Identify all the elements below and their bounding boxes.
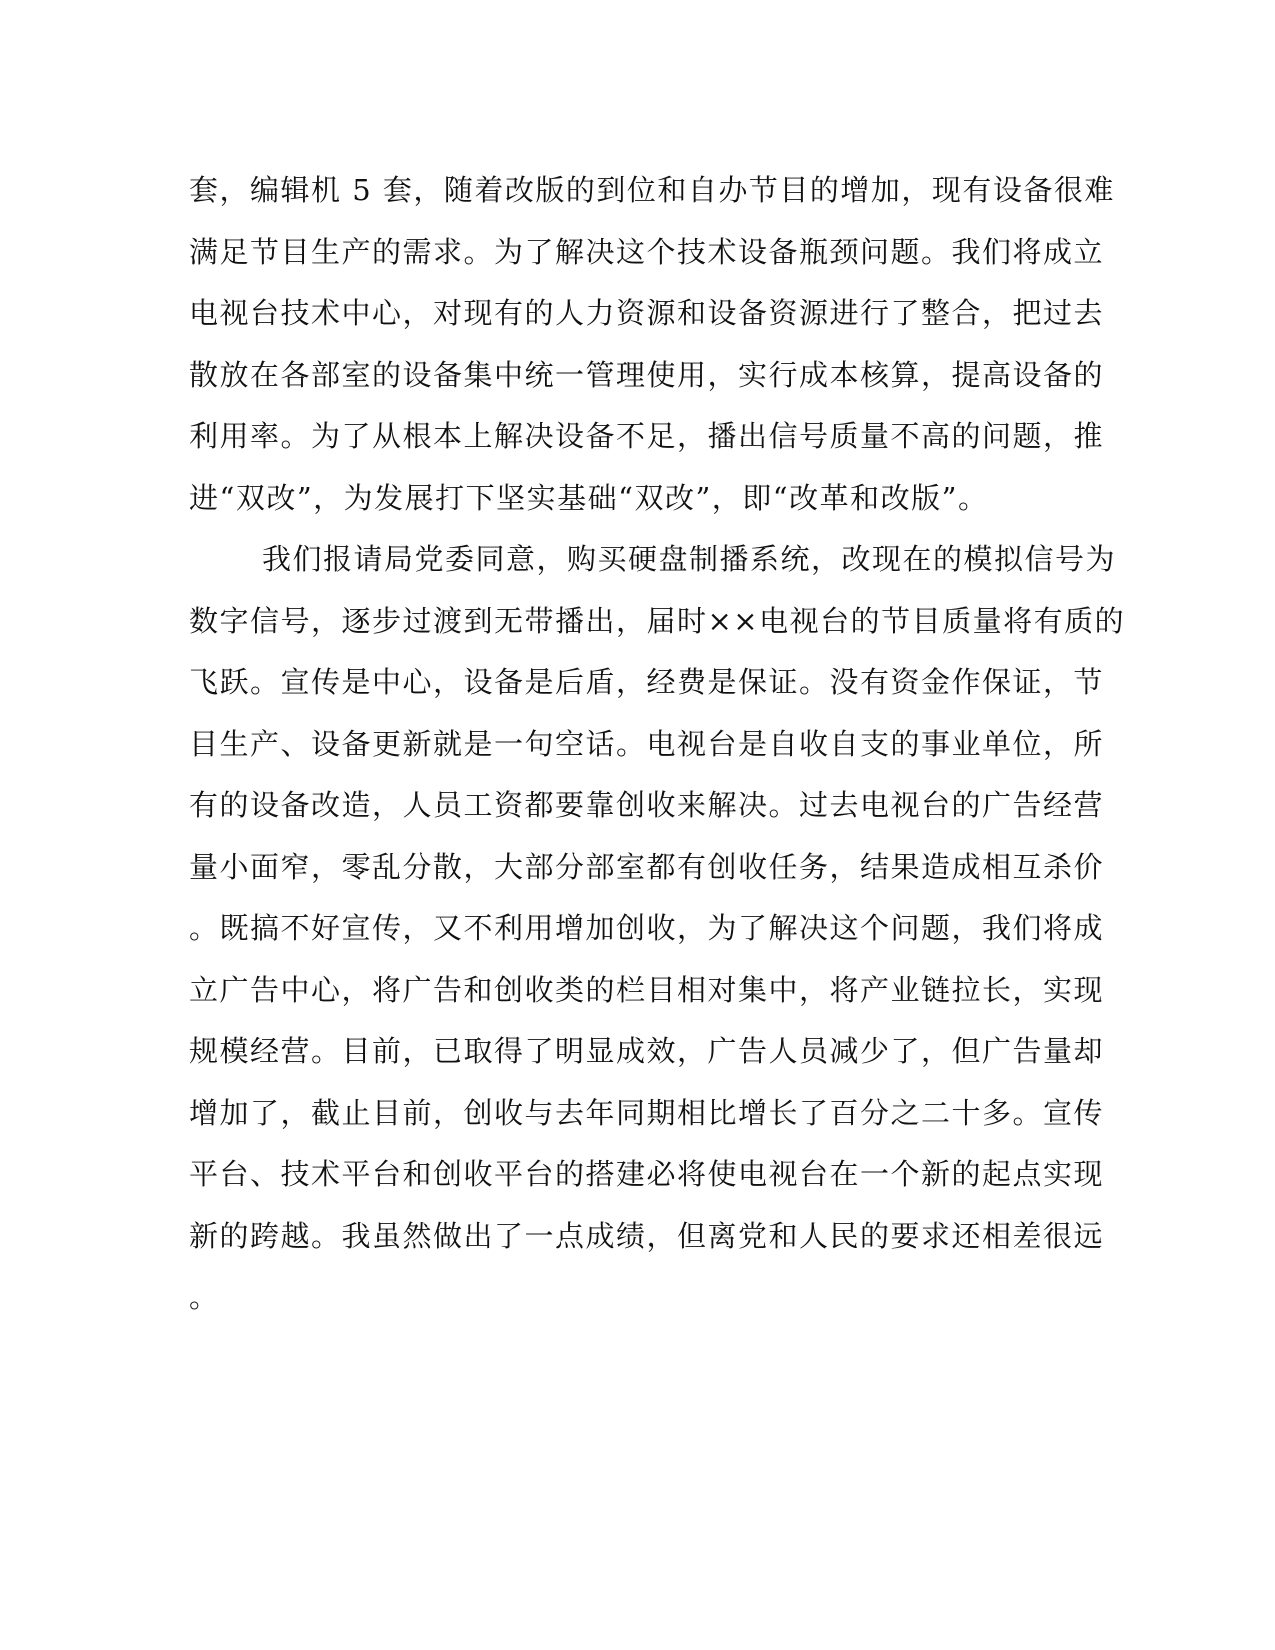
text-line: 。既搞不好宣传，又不利用增加创收，为了解决这个问题，我们将成 (189, 911, 1105, 945)
body-text (189, 160, 1126, 1329)
paragraph-2 (189, 529, 1126, 1329)
text-line: 利用率。为了从根本上解决设备不足，播出信号质量不高的问题，推 (189, 419, 1105, 453)
text-line: 进“双改”，为发展打下坚实基础“双改”，即“改革和改版”。 (189, 480, 989, 515)
text-line: 数字信号，逐步过渡到无带播出，届时××电视台的节目质量将有质的 (189, 603, 1126, 638)
text-line: 散放在各部室的设备集中统一管理使用，实行成本核算，提高设备的 (189, 357, 1105, 392)
text-line: 量小面窄，零乱分散，大部分部室都有创收任务，结果造成相互杀价 (189, 849, 1105, 884)
text-line: 套，编辑机 5 套，随着改版的到位和自办节目的增加，现有设备很难 (189, 173, 1115, 207)
paragraph-1 (189, 160, 1115, 529)
text-line: 满足节目生产的需求。为了解决这个技术设备瓶颈问题。我们将成立 (189, 234, 1105, 269)
text-line: 增加了，截止目前，创收与去年同期相比增长了百分之二十多。宣传 (189, 1095, 1105, 1130)
text-line: 。 (189, 1280, 220, 1314)
text-line: 目生产、设备更新就是一句空话。电视台是自收自支的事业单位，所 (189, 726, 1105, 761)
text-line: 有的设备改造，人员工资都要靠创收来解决。过去电视台的广告经营 (189, 788, 1105, 822)
text-line: 规模经营。目前，已取得了明显成效，广告人员减少了，但广告量却 (189, 1034, 1105, 1068)
text-line: 平台、技术平台和创收平台的搭建必将使电视台在一个新的起点实现 (189, 1157, 1105, 1191)
text-line: 飞跃。宣传是中心，设备是后盾，经费是保证。没有资金作保证，节 (189, 665, 1105, 699)
text-line: 立广告中心，将广告和创收类的栏目相对集中，将产业链拉长，实现 (189, 972, 1105, 1007)
text-line: 我们报请局党委同意，购买硬盘制播系统，改现在的模拟信号为 (262, 542, 1117, 576)
text-line: 电视台技术中心，对现有的人力资源和设备资源进行了整合，把过去 (189, 296, 1105, 330)
text-line: 新的跨越。我虽然做出了一点成绩，但离党和人民的要求还相差很远 (189, 1218, 1105, 1253)
